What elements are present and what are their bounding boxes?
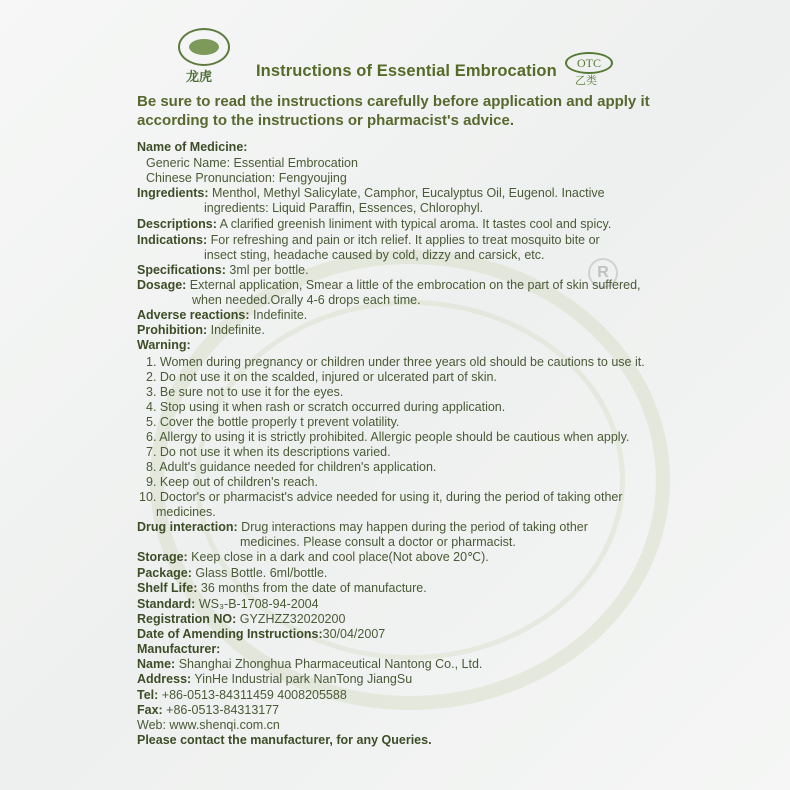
registered-mark-watermark: R [588, 258, 618, 288]
warning-item: 2. Do not use it on the scalded, injured or ulcerated part of skin. [146, 370, 497, 384]
manufacturer-tel-line: Tel: +86-0513-84311459 4008205588 [137, 688, 347, 702]
contact-notice: Please contact the manufacturer, for any Queries. [137, 733, 432, 747]
drug-interaction-cont: medicines. Please consult a doctor or pharmacist. [240, 535, 516, 549]
otc-badge: OTC [565, 52, 613, 74]
package-line: Package: Glass Bottle. 6ml/bottle. [137, 566, 328, 580]
warning-item: 6. Allergy to using it is strictly prohibited. Allergic people should be cautious when apply. [146, 430, 630, 444]
dosage-cont: when needed.Orally 4-6 drops each time. [192, 293, 421, 307]
warning-item: 8. Adult's guidance needed for children's application. [146, 460, 437, 474]
chinese-pronunciation: Chinese Pronunciation: Fengyoujing [146, 171, 347, 185]
indications-line: Indications: For refreshing and pain or itch relief. It applies to treat mosquito bite or [137, 233, 600, 247]
manufacturer-web-line: Web: www.shenqi.com.cn [137, 718, 280, 732]
manufacturer-fax-line: Fax: +86-0513-84313177 [137, 703, 280, 717]
ingredients-cont: ingredients: Liquid Paraffin, Essences, Chlorophyl. [204, 201, 484, 215]
prohibition-line: Prohibition: Indefinite. [137, 323, 265, 337]
name-of-medicine-label: Name of Medicine: [137, 140, 248, 154]
brand-logo-text: 龙虎 [186, 70, 213, 85]
warning-item: 9. Keep out of children's reach. [146, 475, 318, 489]
warning-item: 7. Do not use it when its descriptions varied. [146, 445, 391, 459]
warning-item-cont: medicines. [156, 505, 216, 519]
descriptions-line: Descriptions: A clarified greenish liniment with typical aroma. It tastes cool and spicy. [137, 217, 612, 231]
warning-item: 3. Be sure not to use it for the eyes. [146, 385, 344, 399]
drug-interaction-line: Drug interaction: Drug interactions may happen during the period of taking other [137, 520, 588, 534]
warning-label: Warning: [137, 338, 191, 352]
adverse-reactions-line: Adverse reactions: Indefinite. [137, 308, 308, 322]
page-title: Instructions of Essential Embrocation [256, 62, 557, 80]
manufacturer-name-line: Name: Shanghai Zhonghua Pharmaceutical Nantong Co., Ltd. [137, 657, 483, 671]
manufacturer-label: Manufacturer: [137, 642, 221, 656]
standard-line: Standard: WS₃-B-1708-94-2004 [137, 597, 319, 611]
warning-item: 5. Cover the bottle properly t prevent volatility. [146, 415, 400, 429]
intro-notice: Be sure to read the instructions carefully before application and apply it according to the instructions or pharmacist's advice. [137, 93, 650, 129]
amending-date-line: Date of Amending Instructions:30/04/2007 [137, 627, 386, 641]
shelf-life-line: Shelf Life: 36 months from the date of manufacture. [137, 581, 427, 595]
storage-line: Storage: Keep close in a dark and cool place(Not above 20℃). [137, 550, 489, 564]
ingredients-line: Ingredients: Menthol, Methyl Salicylate, Camphor, Eucalyptus Oil, Eugenol. Inactive [137, 186, 605, 200]
brand-logo-icon [178, 28, 230, 66]
warning-item: 4. Stop using it when rash or scratch occurred during application. [146, 400, 506, 414]
indications-cont: insect sting, headache caused by cold, dizzy and carsick, etc. [204, 248, 545, 262]
dosage-line: Dosage: External application, Smear a little of the embrocation on the part of skin suffered, [137, 278, 641, 292]
otc-class: 乙类 [575, 75, 597, 87]
specifications-line: Specifications: 3ml per bottle. [137, 263, 309, 277]
generic-name: Generic Name: Essential Embrocation [146, 156, 358, 170]
manufacturer-address-line: Address: YinHe Industrial park NanTong JiangSu [137, 672, 413, 686]
warning-item: 1. Women during pregnancy or children under three years old should be cautions to use it. [146, 355, 645, 369]
warning-item: 10. Doctor's or pharmacist's advice needed for using it, during the period of taking other [139, 490, 623, 504]
registration-line: Registration NO: GYZHZZ32020200 [137, 612, 346, 626]
